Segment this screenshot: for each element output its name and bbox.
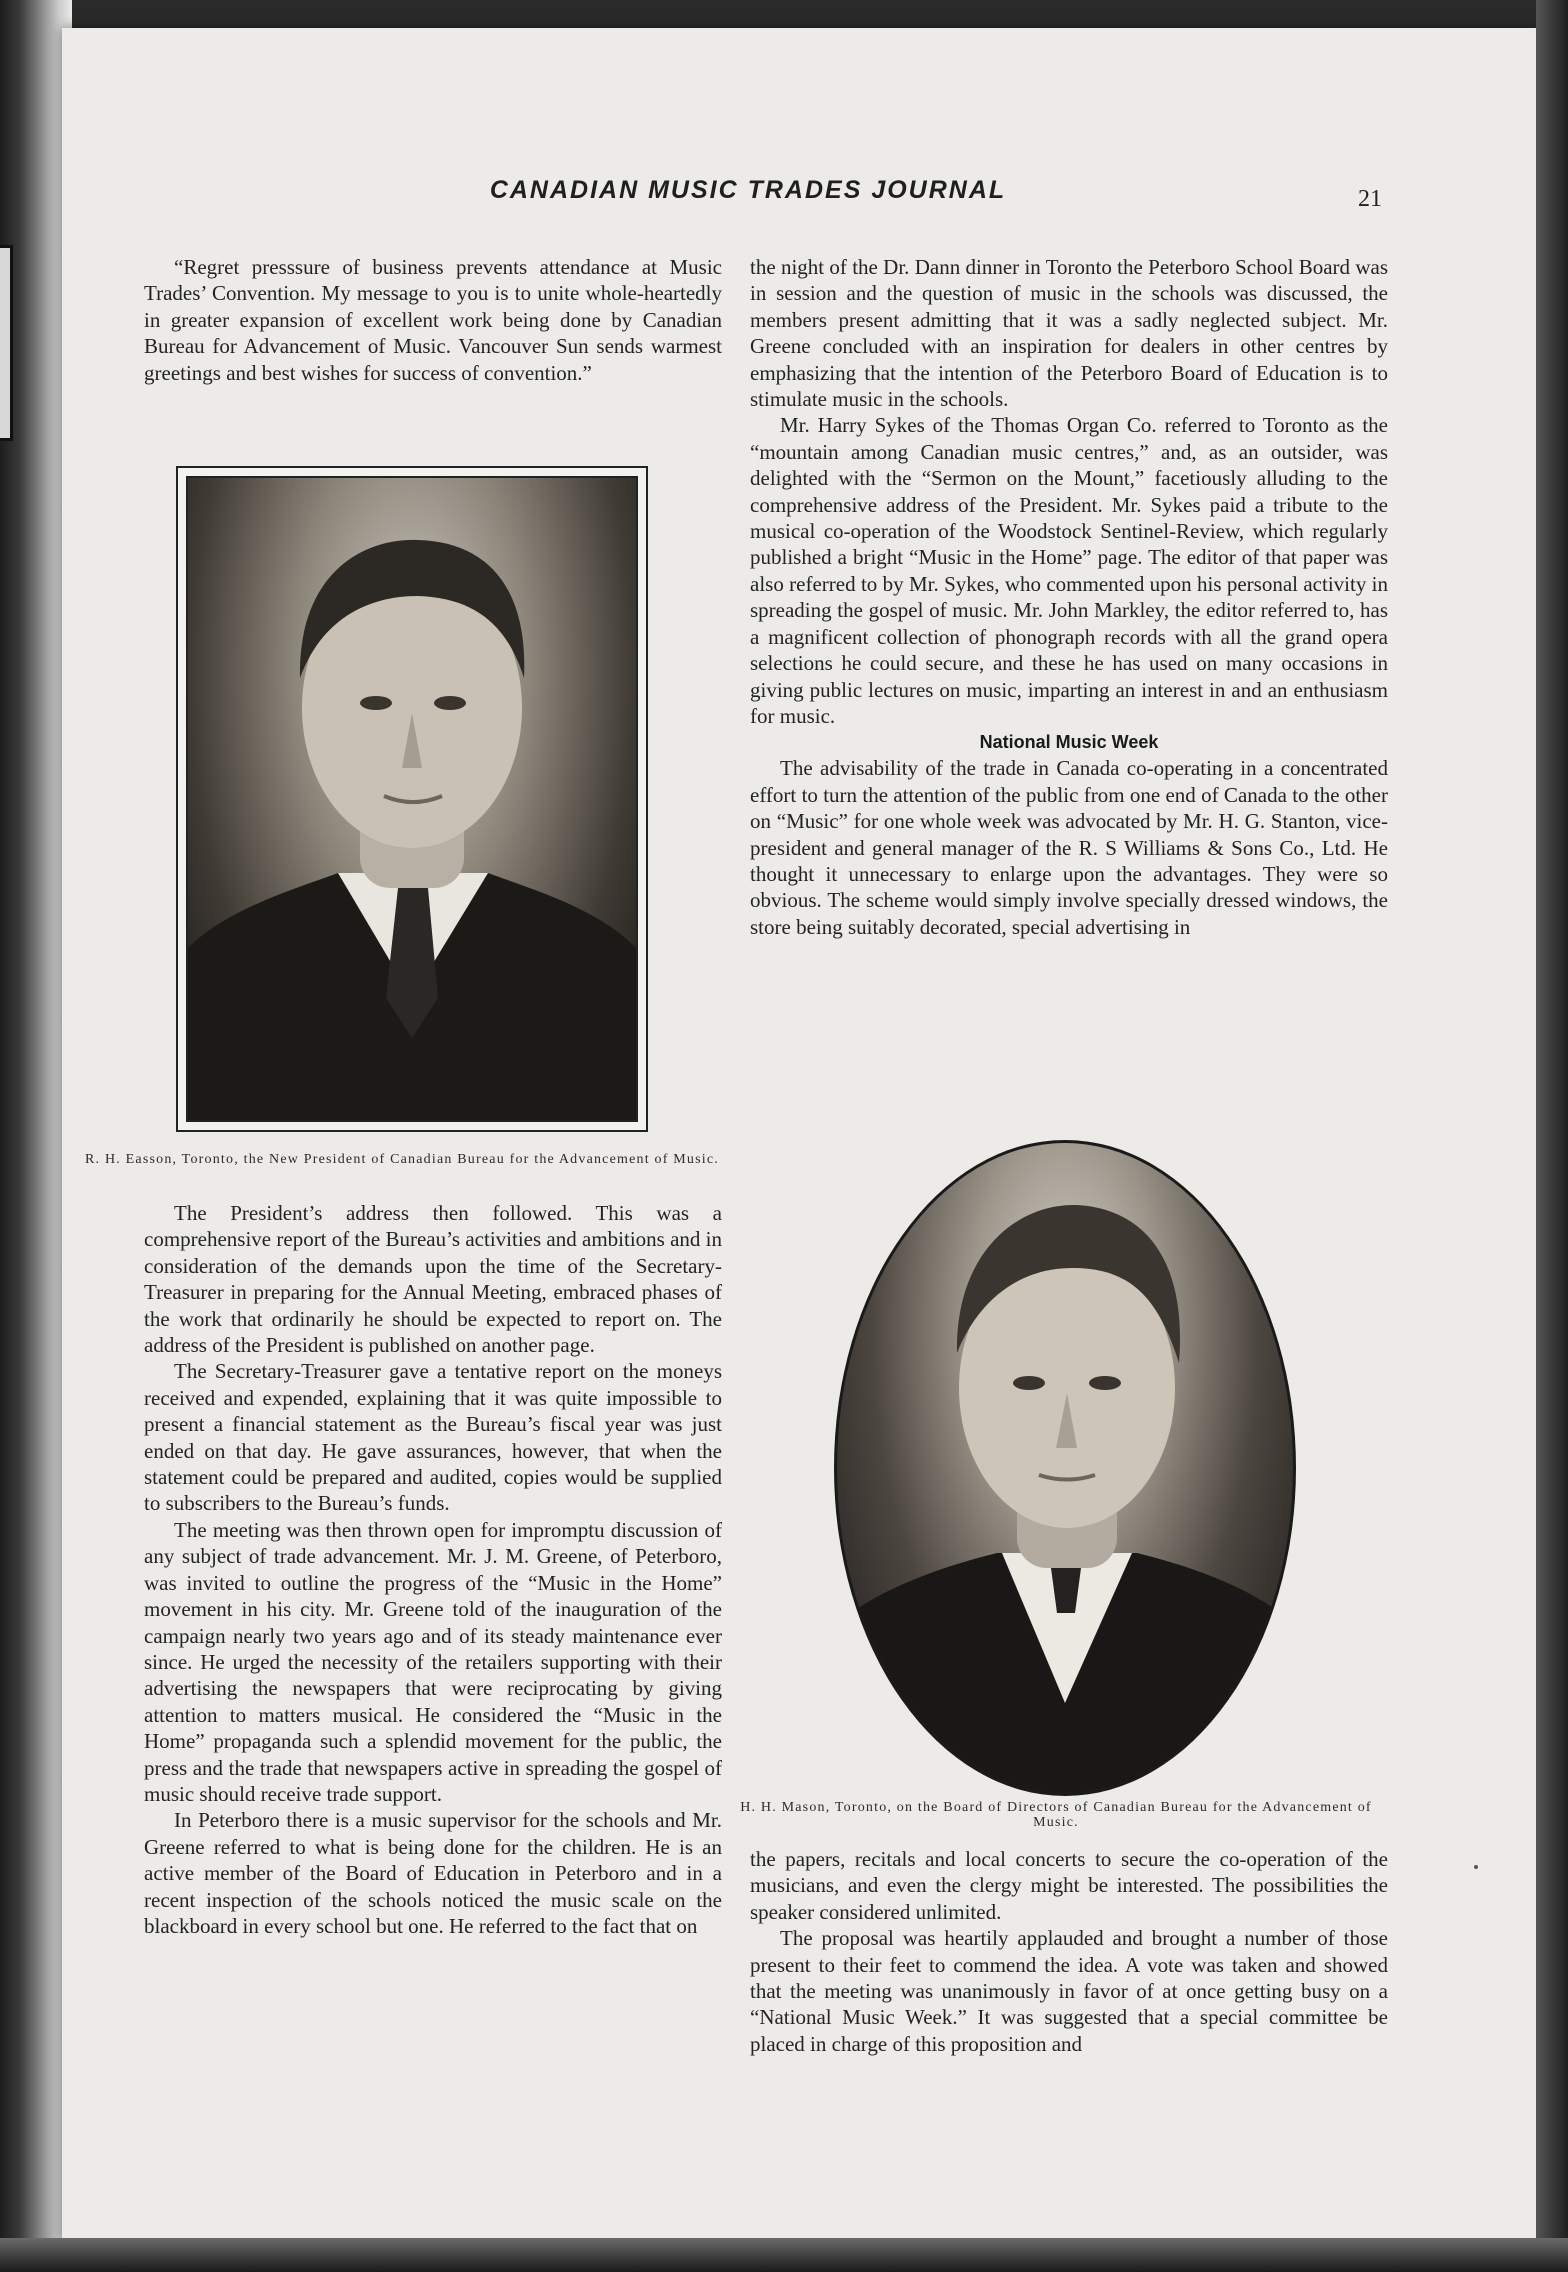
scan-speck — [1474, 1865, 1478, 1869]
paragraph-impromptu-discussion: The meeting was then thrown open for impromptu discussion of any subject of trade advancement. Mr. J. M. Greene, of Peterboro, was invited to outline the progress of the “Music in the Home” movement in his city. Mr. Greene told of the inauguration of the campaign nearly two years ago and of its steady maintenance ever since. He urged the necessity of the retailers supporting with their advertising the newspapers that were reciprocating by giving attention to matters musical. He considered the “Music in the Home” propaganda such a splendid movement for the public, the press and the trade that newspapers active in spreading the gospel of music should receive trade support. — [144, 1517, 722, 1806]
scan-right-edge — [1536, 0, 1568, 2272]
photo-easson-image — [186, 476, 638, 1122]
scan-bottom-edge — [0, 2238, 1568, 2272]
portrait-mason-icon — [837, 1143, 1293, 1793]
right-column-bottom — [750, 1846, 1388, 2057]
paragraph-proposal-applauded: The proposal was heartily applauded and brought a number of those present to their feet to commend the idea. A vote was taken and showed that the meeting was unanimously in favor of at once getting busy on a “National Music Week.” It was suggested that a special committee be placed in charge of this proposition and — [750, 1926, 1388, 2056]
paragraph-papers-recitals: the papers, recitals and local concerts to secure the co-operation of the musicians, and even the clergy might be interested. The possibilities the speaker considered unlimited. — [750, 1847, 1388, 1924]
photo-mason — [834, 1140, 1296, 1796]
left-column-body — [144, 1200, 722, 1939]
scan-left-tab — [0, 245, 13, 441]
subhead-national-music-week: National Music Week — [979, 732, 1159, 753]
caption-photo-mason: H. H. Mason, Toronto, on the Board of Directors of Canadian Bureau for the Advancement of Music. — [740, 1800, 1372, 1830]
left-column-top — [144, 254, 722, 386]
paragraph-dann-dinner: the night of the Dr. Dann dinner in Toronto the Peterboro School Board was in session and the question of music in the schools was discussed, the members present admitting that it was a sadly neglected subject. Mr. Greene concluded with an inspiration for dealers in other centres by emphasizing that the intention of the Peterboro Board of Education is to stimulate music in the schools. — [750, 255, 1388, 412]
paragraph-peterboro-schools: In Peterboro there is a music supervisor for the schools and Mr. Greene referred to what is being done for the children. He is an active member of the Board of Education in Peterboro and in a recent inspection of the schools noticed the music scale on the blackboard in every school but one. He referred to the fact that on — [144, 1808, 722, 1938]
paragraph-national-music-week: The advisability of the trade in Canada co-operating in a concentrated effort to turn the attention of the public from one end of Canada to the other on “Music” for one whole week was advocated by Mr. H. G. Stanton, vice-president and general manager of the R. S Williams & Sons Co., Ltd. He thought it unnecessary to enlarge upon the advantages. They were so obvious. The scheme would simply involve specially dressed windows, the store being suitably decorated, special advertising in — [750, 756, 1388, 939]
journal-header-title: CANADIAN MUSIC TRADES JOURNAL — [489, 176, 1007, 204]
portrait-easson-icon — [188, 478, 636, 1120]
right-column-top — [750, 254, 1388, 940]
paragraph-secretary-report: The Secretary-Treasurer gave a tentative report on the moneys received and expended, explaining that it was quite impossible to present a financial statement as the Bureau’s fiscal year was just ended on that day. He gave assurances, however, that when the statement could be prepared and audited, copies would be supplied to subscribers to the Bureau’s funds. — [144, 1359, 722, 1516]
photo-easson — [176, 466, 648, 1132]
vancouver-sun-telegram: “Regret presssure of business prevents attendance at Music Trades’ Convention. My message to you is to unite whole-heartedly in greater expansion of excellent work being done by Canadian Bureau for Advancement of Music. Vancouver Sun sends warmest greetings and best wishes for success of convention.” — [144, 255, 722, 385]
caption-photo-easson: R. H. Easson, Toronto, the New President of Canadian Bureau for the Advancement of Music. — [85, 1152, 719, 1167]
paragraph-presidents-address: The President’s address then followed. This was a comprehensive report of the Bureau’s activities and ambitions and in consideration of the demands upon the time of the Secretary-Treasurer in preparing for the Annual Meeting, embraced phases of the work that ordinarily he should be expected to report on. The address of the President is published on another page. — [144, 1201, 722, 1358]
paragraph-harry-sykes: Mr. Harry Sykes of the Thomas Organ Co. referred to Toronto as the “mountain among Canadian music centres,” and, as an outsider, was delighted with the “Sermon on the Mount,” facetiously alluding to the comprehensive address of the President. Mr. Sykes paid a tribute to the musical co-operation of the Woodstock Sentinel-Review, which regularly published a bright “Music in the Home” page. The editor of that paper was also referred to by Mr. Sykes, who commented upon his personal activity in spreading the gospel of music. Mr. John Markley, the editor referred to, has a magnificent collection of phonograph records with all the grand opera selections he could secure, and these he has used on many occasions in giving public lectures on music, imparting an interest in and an enthusiasm for music. — [750, 413, 1388, 728]
page-number: 21 — [1358, 186, 1382, 212]
